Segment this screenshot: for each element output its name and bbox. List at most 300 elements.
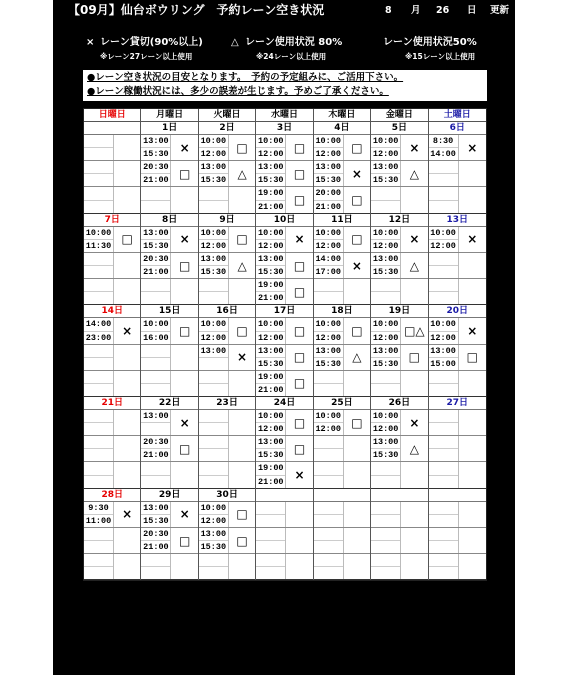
availability-symbol bbox=[459, 528, 486, 553]
availability-symbol bbox=[344, 436, 370, 461]
slot-times bbox=[256, 345, 286, 370]
slot-end-time bbox=[141, 567, 170, 579]
slot-start-time bbox=[84, 436, 113, 449]
availability-symbol bbox=[459, 554, 486, 579]
availability-symbol: □ bbox=[293, 166, 306, 181]
slot-times bbox=[141, 528, 171, 553]
slot-start-time bbox=[371, 279, 400, 292]
time-slot bbox=[371, 345, 427, 371]
date-label: 7日 bbox=[84, 214, 140, 227]
date-label: 28日 bbox=[84, 489, 140, 502]
day-cell bbox=[371, 489, 428, 581]
slot-end-time: 15:30 bbox=[143, 240, 169, 251]
slot-times bbox=[429, 436, 459, 461]
slot-times bbox=[84, 371, 114, 396]
time-slot bbox=[429, 253, 486, 279]
slot-end-time bbox=[84, 476, 113, 488]
slot-times bbox=[314, 227, 344, 252]
slot-end-time bbox=[199, 201, 228, 213]
slot-end-time bbox=[429, 515, 458, 527]
slot-start-time bbox=[429, 253, 458, 266]
time-slot bbox=[199, 528, 255, 554]
slot-times bbox=[199, 436, 229, 461]
slot-start-time bbox=[84, 345, 113, 358]
time-slot bbox=[141, 227, 197, 253]
slot-start-time: 19:00 bbox=[256, 462, 285, 475]
time-slot bbox=[84, 345, 140, 371]
time-slot bbox=[256, 227, 312, 253]
day-cell bbox=[429, 122, 486, 214]
time-slot bbox=[141, 318, 197, 344]
availability-symbol: × bbox=[294, 232, 305, 247]
day-cell bbox=[314, 305, 371, 397]
slot-start-time bbox=[141, 279, 170, 292]
date-label: 29日 bbox=[141, 489, 197, 502]
calendar-weeks bbox=[84, 122, 486, 580]
slot-end-time bbox=[199, 476, 228, 488]
slot-times bbox=[371, 371, 401, 396]
time-slot bbox=[371, 436, 427, 462]
calendar-week bbox=[84, 397, 486, 489]
availability-symbol bbox=[171, 345, 197, 370]
slot-times bbox=[256, 528, 286, 553]
slot-times bbox=[314, 253, 344, 278]
availability-symbol bbox=[114, 436, 140, 461]
slot-end-time bbox=[314, 476, 343, 488]
slot-times bbox=[429, 187, 459, 212]
slot-times bbox=[429, 462, 459, 487]
slot-end-time bbox=[84, 358, 113, 370]
day-cell bbox=[141, 122, 198, 214]
slot-times bbox=[84, 227, 114, 252]
slot-end-time: 15:30 bbox=[200, 175, 227, 186]
slot-start-time bbox=[371, 462, 400, 475]
slot-start-time: 10:00 bbox=[141, 318, 170, 331]
slot-start-time: 10:00 bbox=[314, 410, 343, 423]
availability-symbol bbox=[114, 161, 140, 186]
slot-start-time bbox=[371, 502, 400, 515]
weekday-header bbox=[84, 109, 486, 122]
slot-times bbox=[256, 502, 286, 527]
slot-times bbox=[256, 371, 286, 396]
calendar-week bbox=[84, 122, 486, 214]
date-label: 9日 bbox=[199, 214, 255, 227]
time-slot bbox=[429, 528, 486, 554]
slot-times bbox=[371, 161, 401, 186]
date-label: 24日 bbox=[256, 397, 312, 410]
slot-start-time: 10:00 bbox=[199, 135, 228, 148]
slot-start-time bbox=[199, 554, 228, 567]
slot-start-time bbox=[371, 187, 400, 200]
slot-end-time bbox=[84, 449, 113, 461]
legend-full-label: レーン貸切(90%以上) bbox=[100, 37, 203, 48]
day-cell bbox=[141, 397, 198, 489]
time-slot bbox=[314, 528, 370, 554]
date-label bbox=[84, 122, 140, 135]
slot-start-time: 10:00 bbox=[371, 410, 400, 423]
slot-start-time bbox=[199, 462, 228, 475]
time-slot bbox=[256, 161, 312, 187]
slot-times bbox=[371, 279, 401, 304]
slot-times bbox=[256, 227, 286, 252]
slot-end-time: 15:00 bbox=[430, 358, 456, 369]
day-cell bbox=[256, 397, 313, 489]
slot-times bbox=[199, 318, 229, 343]
time-slot bbox=[371, 410, 427, 436]
availability-symbol: □△ bbox=[404, 324, 425, 338]
slot-start-time bbox=[429, 187, 458, 200]
slot-times bbox=[371, 227, 401, 252]
availability-symbol bbox=[459, 187, 486, 212]
availability-symbol bbox=[114, 135, 140, 160]
slot-end-time bbox=[84, 201, 113, 213]
slot-end-time: 21:00 bbox=[143, 542, 169, 552]
date-label: 14日 bbox=[84, 305, 140, 318]
weekday-saturday: 土曜日 bbox=[429, 109, 486, 122]
availability-symbol: □ bbox=[293, 258, 306, 273]
date-label: 26日 bbox=[371, 397, 427, 410]
time-slot bbox=[429, 436, 486, 462]
time-slot bbox=[84, 436, 140, 462]
slot-start-time bbox=[84, 371, 113, 384]
time-slot bbox=[199, 279, 255, 305]
slot-end-time bbox=[84, 384, 113, 396]
time-slot bbox=[84, 279, 140, 305]
availability-symbol: × bbox=[467, 324, 478, 338]
slot-end-time bbox=[314, 449, 343, 461]
slot-start-time: 13:00 bbox=[141, 227, 170, 240]
slot-end-time: 15:30 bbox=[372, 358, 399, 369]
slot-times bbox=[256, 187, 286, 212]
availability-symbol: □ bbox=[293, 193, 306, 208]
date-label: 22日 bbox=[141, 397, 197, 410]
slot-end-time bbox=[199, 384, 228, 396]
time-slot bbox=[371, 161, 427, 187]
slot-start-time bbox=[199, 436, 228, 449]
slot-times bbox=[199, 410, 229, 435]
slot-times bbox=[429, 135, 459, 160]
weekday-monday: 月曜日 bbox=[141, 109, 198, 122]
slot-times bbox=[314, 502, 344, 527]
slot-times bbox=[371, 502, 401, 527]
day-cell bbox=[429, 305, 486, 397]
availability-symbol bbox=[401, 554, 427, 579]
day-cell bbox=[84, 489, 141, 581]
slot-start-time bbox=[429, 371, 458, 384]
availability-symbol bbox=[229, 187, 255, 212]
slot-start-time bbox=[84, 135, 113, 148]
availability-symbol: □ bbox=[121, 232, 133, 247]
availability-symbol: △ bbox=[409, 441, 419, 456]
availability-symbol: □ bbox=[178, 324, 191, 338]
slot-end-time bbox=[141, 201, 170, 213]
availability-symbol bbox=[459, 436, 486, 461]
availability-symbol bbox=[114, 187, 140, 212]
slot-times bbox=[199, 135, 229, 160]
slot-start-time bbox=[429, 554, 458, 567]
slot-end-time: 12:00 bbox=[258, 240, 284, 251]
availability-symbol: △ bbox=[409, 258, 419, 273]
time-slot bbox=[84, 135, 140, 161]
slot-end-time: 11:00 bbox=[85, 515, 112, 526]
slot-times bbox=[199, 227, 229, 252]
availability-symbol: □ bbox=[293, 376, 306, 391]
time-slot bbox=[256, 187, 312, 213]
availability-symbol bbox=[286, 502, 312, 527]
time-slot bbox=[429, 462, 486, 488]
slot-end-time: 15:30 bbox=[200, 542, 227, 552]
slot-end-time bbox=[371, 515, 400, 527]
slot-end-time bbox=[429, 567, 458, 579]
calendar-week bbox=[84, 489, 486, 581]
slot-end-time bbox=[429, 201, 458, 213]
time-slot bbox=[84, 410, 140, 436]
availability-symbol bbox=[344, 554, 370, 579]
slot-start-time bbox=[429, 502, 458, 515]
day-cell bbox=[84, 122, 141, 214]
slot-end-time: 15:30 bbox=[143, 515, 169, 526]
slot-times bbox=[256, 318, 286, 343]
slot-times bbox=[314, 528, 344, 553]
slot-end-time: 12:00 bbox=[258, 332, 284, 343]
time-slot bbox=[314, 161, 370, 187]
date-label: 8日 bbox=[141, 214, 197, 227]
day-cell bbox=[141, 305, 198, 397]
slot-times bbox=[429, 410, 459, 435]
day-cell bbox=[84, 397, 141, 489]
availability-symbol bbox=[229, 436, 255, 461]
time-slot bbox=[84, 253, 140, 279]
slot-times bbox=[199, 554, 229, 579]
time-slot bbox=[429, 161, 486, 187]
slot-start-time: 9:30 bbox=[84, 502, 113, 515]
time-slot bbox=[199, 345, 255, 371]
slot-start-time bbox=[256, 554, 285, 567]
slot-times bbox=[141, 318, 171, 343]
slot-times bbox=[371, 528, 401, 553]
slot-times bbox=[199, 371, 229, 396]
date-label: 16日 bbox=[199, 305, 255, 318]
time-slot bbox=[256, 436, 312, 462]
time-slot bbox=[371, 318, 427, 344]
date-label: 12日 bbox=[371, 214, 427, 227]
time-slot bbox=[429, 227, 486, 253]
slot-start-time bbox=[141, 371, 170, 384]
slot-end-time bbox=[141, 476, 170, 488]
time-slot bbox=[256, 410, 312, 436]
time-slot bbox=[429, 345, 486, 371]
slot-start-time bbox=[141, 554, 170, 567]
date-label: 18日 bbox=[314, 305, 370, 318]
availability-symbol bbox=[459, 161, 486, 186]
time-slot bbox=[256, 462, 312, 488]
availability-symbol: × bbox=[351, 166, 362, 181]
availability-symbol bbox=[229, 410, 255, 435]
availability-symbol bbox=[459, 253, 486, 278]
slot-start-time bbox=[84, 187, 113, 200]
availability-symbol bbox=[286, 528, 312, 553]
updated-month-unit: 月 bbox=[411, 5, 421, 16]
slot-end-time: 12:00 bbox=[430, 332, 456, 343]
slot-times bbox=[256, 436, 286, 461]
slot-end-time: 12:00 bbox=[315, 149, 341, 160]
availability-symbol bbox=[114, 554, 140, 579]
slot-start-time: 13:00 bbox=[141, 502, 170, 515]
availability-symbol bbox=[171, 371, 197, 396]
slot-start-time bbox=[84, 410, 113, 423]
slot-end-time bbox=[256, 541, 285, 553]
availability-symbol bbox=[171, 187, 197, 212]
time-slot bbox=[256, 135, 312, 161]
time-slot bbox=[199, 462, 255, 488]
time-slot bbox=[429, 135, 486, 161]
slot-start-time: 10:00 bbox=[199, 227, 228, 240]
availability-symbol: □ bbox=[351, 140, 363, 155]
slot-times bbox=[256, 279, 286, 304]
day-cell bbox=[314, 397, 371, 489]
slot-times bbox=[371, 410, 401, 435]
availability-symbol: △ bbox=[237, 166, 247, 181]
slot-start-time bbox=[314, 436, 343, 449]
day-cell bbox=[141, 214, 198, 306]
slot-end-time: 15:30 bbox=[315, 175, 341, 186]
slot-start-time: 10:00 bbox=[256, 410, 285, 423]
date-label: 1日 bbox=[141, 122, 197, 135]
slot-times bbox=[314, 436, 344, 461]
slot-start-time bbox=[84, 528, 113, 541]
slot-end-time: 12:00 bbox=[200, 240, 227, 251]
time-slot bbox=[199, 161, 255, 187]
availability-symbol: × bbox=[237, 350, 248, 365]
slot-times bbox=[84, 502, 114, 527]
day-cell bbox=[256, 214, 313, 306]
slot-times bbox=[371, 187, 401, 212]
availability-symbol: × bbox=[409, 232, 420, 247]
slot-end-time bbox=[199, 423, 228, 435]
availability-symbol: × bbox=[409, 140, 420, 155]
slot-start-time bbox=[314, 554, 343, 567]
slot-end-time bbox=[141, 384, 170, 396]
slot-times bbox=[314, 554, 344, 579]
slot-end-time bbox=[429, 541, 458, 553]
availability-symbol: □ bbox=[178, 258, 191, 273]
slot-times bbox=[314, 371, 344, 396]
day-cell bbox=[199, 397, 256, 489]
slot-start-time: 10:00 bbox=[256, 318, 285, 331]
slot-start-time: 19:00 bbox=[256, 279, 285, 292]
slot-start-time: 13:00 bbox=[371, 436, 400, 449]
time-slot bbox=[141, 345, 197, 371]
availability-symbol: □ bbox=[236, 232, 248, 247]
calendar-week bbox=[84, 305, 486, 397]
slot-times bbox=[84, 554, 114, 579]
slot-times bbox=[141, 502, 171, 527]
time-slot bbox=[141, 436, 197, 462]
slot-start-time bbox=[429, 279, 458, 292]
slot-start-time bbox=[84, 279, 113, 292]
time-slot bbox=[84, 462, 140, 488]
slot-times bbox=[141, 135, 171, 160]
time-slot bbox=[314, 135, 370, 161]
slot-times bbox=[141, 410, 171, 435]
time-slot bbox=[141, 253, 197, 279]
availability-symbol: □ bbox=[293, 140, 306, 155]
slot-times bbox=[84, 135, 114, 160]
slot-start-time: 10:00 bbox=[84, 227, 113, 240]
availability-symbol bbox=[114, 528, 140, 553]
slot-start-time: 19:00 bbox=[256, 187, 285, 200]
slot-end-time: 15:30 bbox=[258, 267, 284, 278]
slot-times bbox=[371, 318, 401, 343]
availability-symbol: △ bbox=[409, 166, 419, 181]
availability-symbol: □ bbox=[178, 166, 191, 181]
time-slot bbox=[199, 318, 255, 344]
availability-symbol bbox=[114, 345, 140, 370]
day-cell bbox=[199, 489, 256, 581]
time-slot bbox=[371, 253, 427, 279]
availability-symbol: □ bbox=[293, 441, 306, 456]
time-slot bbox=[84, 502, 140, 528]
date-label: 25日 bbox=[314, 397, 370, 410]
slot-times bbox=[256, 253, 286, 278]
day-cell bbox=[256, 122, 313, 214]
slot-start-time bbox=[429, 161, 458, 174]
legend-busy-note: ※24レーン以上使用 bbox=[256, 52, 327, 61]
slot-start-time bbox=[429, 410, 458, 423]
slot-times bbox=[256, 410, 286, 435]
slot-end-time: 12:00 bbox=[315, 240, 341, 251]
slot-times bbox=[141, 227, 171, 252]
slot-end-time bbox=[314, 292, 343, 304]
slot-end-time: 12:00 bbox=[372, 424, 399, 435]
slot-times bbox=[199, 345, 229, 370]
slot-start-time: 13:00 bbox=[141, 135, 170, 148]
slot-end-time: 12:00 bbox=[372, 332, 399, 343]
slot-start-time bbox=[314, 371, 343, 384]
slot-times bbox=[371, 345, 401, 370]
calendar-week bbox=[84, 214, 486, 306]
slot-end-time: 11:30 bbox=[85, 240, 112, 251]
availability-symbol: □ bbox=[236, 324, 248, 338]
availability-symbol bbox=[344, 528, 370, 553]
date-label: 23日 bbox=[199, 397, 255, 410]
day-cell bbox=[371, 122, 428, 214]
slot-start-time: 8:30 bbox=[429, 135, 458, 148]
time-slot bbox=[256, 253, 312, 279]
day-cell bbox=[199, 122, 256, 214]
day-cell bbox=[84, 214, 141, 306]
availability-symbol: □ bbox=[178, 533, 191, 548]
time-slot bbox=[84, 161, 140, 187]
date-label bbox=[371, 489, 427, 502]
availability-calendar bbox=[83, 108, 487, 581]
slot-start-time: 10:00 bbox=[314, 135, 343, 148]
notice-line: ●レーン空き状況の目安となります。 予約の予定組みに、ご活用下さい。 bbox=[87, 72, 404, 83]
slot-times bbox=[141, 253, 171, 278]
availability-symbol: △ bbox=[237, 258, 247, 273]
availability-symbol bbox=[171, 554, 197, 579]
date-label: 15日 bbox=[141, 305, 197, 318]
slot-end-time: 12:00 bbox=[430, 240, 456, 251]
slot-start-time bbox=[371, 371, 400, 384]
date-label: 27日 bbox=[429, 397, 486, 410]
slot-start-time: 13:00 bbox=[314, 161, 343, 174]
slot-end-time bbox=[84, 567, 113, 579]
legend-moderate-label: レーン使用状況50% bbox=[383, 37, 477, 48]
slot-start-time: 20:30 bbox=[141, 528, 170, 541]
availability-symbol bbox=[114, 253, 140, 278]
slot-start-time: 13:00 bbox=[256, 436, 285, 449]
